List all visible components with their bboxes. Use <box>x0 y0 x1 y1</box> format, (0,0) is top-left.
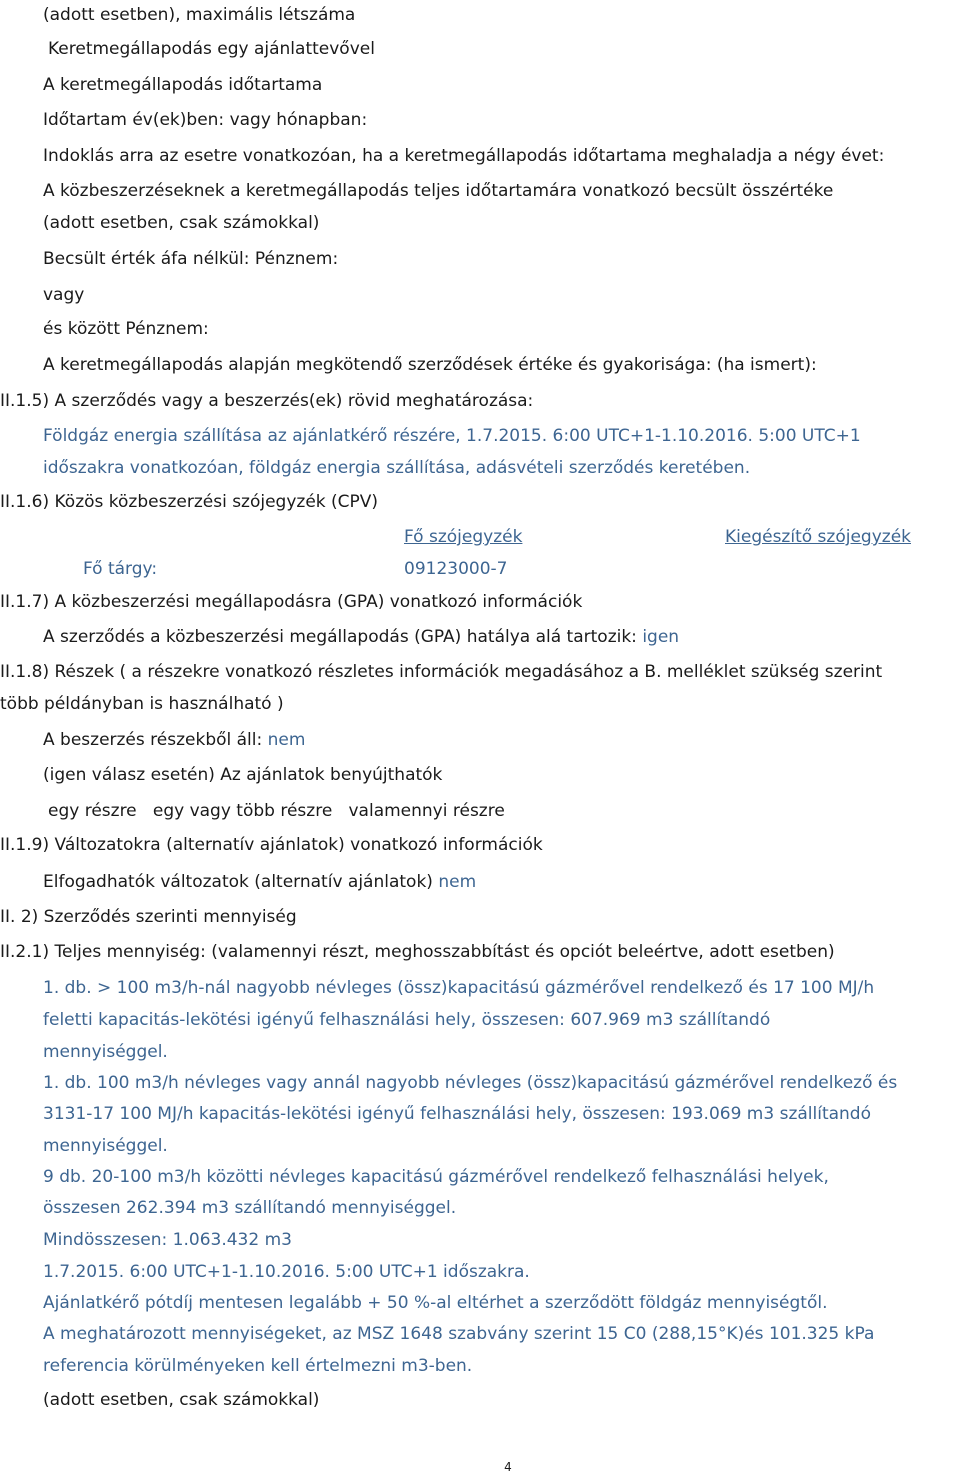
justification-line: Indoklás arra az esetre vonatkozóan, ha a keretmegállapodás időtartama meghaladja a négy évet: <box>43 146 885 166</box>
framework-one-bidder: Keretmegállapodás egy ajánlattevővel <box>48 39 375 59</box>
tenders-submitted-line: (igen válasz esetén) Az ajánlatok benyújthatók <box>43 765 443 785</box>
duration-years-months: Időtartam év(ek)ben: vagy hónapban: <box>43 110 368 130</box>
or-word: vagy <box>43 285 85 305</box>
quantity-reference-line-2: referencia körülményeken kell értelmezni m3-ben. <box>43 1356 473 1376</box>
variants-label: Elfogadhatók változatok (alternatív ajánlatok) <box>43 872 439 892</box>
quantity-line-2: feletti kapacitás-lekötési igényű felhasználási hely, összesen: 607.969 m3 szállítandó <box>43 1010 771 1030</box>
section-ii-2-heading: II. 2) Szerződés szerinti mennyiség <box>0 907 297 927</box>
section-ii-2-1-heading: II.2.1) Teljes mennyiség: (valamennyi részt, meghosszabbítást és opciót beleértve, adott esetben) <box>0 942 835 962</box>
gpa-coverage-value: igen <box>642 627 680 647</box>
section-ii-1-8-heading: II.1.8) Részek ( a részekre vonatkozó részletes információk megadásához a B. melléklet szükség szerint <box>0 662 883 682</box>
estimated-value-currency: Becsült érték áfa nélkül: Pénznem: <box>43 249 339 269</box>
numbers-only-note: (adott esetben, csak számokkal) <box>43 213 320 233</box>
section-ii-1-8-heading-cont: több példányban is használható ) <box>0 694 284 714</box>
contract-value-frequency: A keretmegállapodás alapján megkötendő szerződések értéke és gyakorisága: (ha ismert): <box>43 355 817 375</box>
lots-line <box>43 729 305 751</box>
quantity-period: 1.7.2015. 6:00 UTC+1-1.10.2016. 5:00 UTC+1 időszakra. <box>43 1262 530 1282</box>
quantity-line-1: 1. db. > 100 m3/h-nál nagyobb névleges (össz)kapacitású gázmérővel rendelkező és 17 100 MJ/h <box>43 978 875 998</box>
section-ii-1-9-heading: II.1.9) Változatokra (alternatív ajánlatok) vonatkozó információk <box>0 835 543 855</box>
short-description-line-1: Földgáz energia szállítása az ajánlatkérő részére, 1.7.2015. 6:00 UTC+1-1.10.2016. 5:00 UTC+1 <box>43 426 861 446</box>
page-number: 4 <box>504 1460 512 1474</box>
quantity-line-3: mennyiséggel. <box>43 1042 168 1062</box>
lots-label: A beszerzés részekből áll: <box>43 730 268 750</box>
range-currency: és között Pénznem: <box>43 319 209 339</box>
quantity-line-4: 1. db. 100 m3/h névleges vagy annál nagyobb névleges (össz)kapacitású gázmérővel rendelkező és <box>43 1073 898 1093</box>
quantity-line-5: 3131-17 100 MJ/h kapacitás-lekötési igényű felhasználási hely, összesen: 193.069 m3 szállítandó <box>43 1104 872 1124</box>
lots-value: nem <box>267 730 306 750</box>
cpv-main-object-label: Fő tárgy: <box>83 559 158 579</box>
quantity-tolerance: Ajánlatkérő pótdíj mentesen legalább + 50 %-al eltérhet a szerződött földgáz mennyiségtől. <box>43 1293 828 1313</box>
estimated-total-value-line: A közbeszerzéseknek a keretmegállapodás teljes időtartamára vonatkozó becsült összértéke <box>43 181 834 201</box>
section-ii-1-5-heading: II.1.5) A szerződés vagy a beszerzés(ek) rövid meghatározása: <box>0 391 534 411</box>
cpv-main-code: 09123000-7 <box>404 559 508 579</box>
gpa-coverage-line <box>43 626 679 648</box>
quantity-total: Mindösszesen: 1.063.432 m3 <box>43 1230 292 1250</box>
framework-duration-heading: A keretmegállapodás időtartama <box>43 75 323 95</box>
section-ii-1-6-heading: II.1.6) Közös közbeszerzési szójegyzék (CPV) <box>0 492 379 512</box>
quantity-line-8: összesen 262.394 m3 szállítandó mennyiséggel. <box>43 1198 457 1218</box>
variants-value: nem <box>438 872 477 892</box>
cpv-main-vocabulary-header: Fő szójegyzék <box>404 527 523 547</box>
max-headcount-line: (adott esetben), maximális létszáma <box>43 5 356 25</box>
section-ii-1-7-heading: II.1.7) A közbeszerzési megállapodásra (GPA) vonatkozó információk <box>0 592 583 612</box>
numbers-only-note-2: (adott esetben, csak számokkal) <box>43 1390 320 1410</box>
quantity-line-7: 9 db. 20-100 m3/h közötti névleges kapacitású gázmérővel rendelkező felhasználási helyek, <box>43 1167 829 1187</box>
cpv-supplementary-vocabulary-header: Kiegészítő szójegyzék <box>725 527 911 547</box>
gpa-coverage-label: A szerződés a közbeszerzési megállapodás (GPA) hatálya alá tartozik: <box>43 627 643 647</box>
lot-submission-options: egy részre egy vagy több részre valamennyi részre <box>48 801 505 821</box>
quantity-reference-line-1: A meghatározott mennyiségeket, az MSZ 1648 szabvány szerint 15 C0 (288,15°K)és 101.325 kPa <box>43 1324 875 1344</box>
variants-line <box>43 871 476 893</box>
quantity-line-6: mennyiséggel. <box>43 1136 168 1156</box>
short-description-line-2: időszakra vonatkozóan, földgáz energia szállítása, adásvételi szerződés keretében. <box>43 458 751 478</box>
